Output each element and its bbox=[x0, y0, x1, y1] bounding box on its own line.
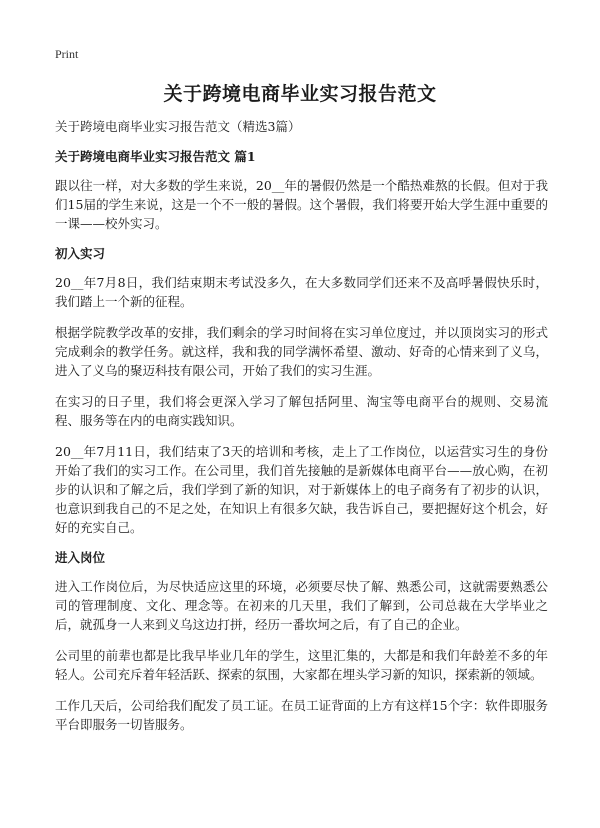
intro-paragraph: 跟以往一样，对大多数的学生来说，20__年的暑假仍然是一个酷热难熬的长假。但对于我们15届的学生来说，这是一个不一般的暑假。这个暑假，我们将要开始大学生涯中重要的一课——校外实习。 bbox=[55, 178, 548, 231]
paragraph: 公司里的前辈也都是比我早毕业几年的学生，这里汇集的，大都是和我们年龄差不多的年轻人。公司充斥着年轻活跃、探索的氛围，大家都在埋头学习新的知识，探索新的领域。 bbox=[55, 648, 548, 682]
section-heading-entering-position: 进入岗位 bbox=[55, 550, 106, 565]
section-heading-internship-start: 初入实习 bbox=[55, 246, 106, 261]
paragraph: 进入工作岗位后，为尽快适应这里的环境，必须要尽快了解、熟悉公司，这就需要熟悉公司的管理制度、文化、理念等。在初来的几天里，我们了解到，公司总裁在大学毕业之后，就孤身一人来到义乌这边打拼，经历一番坎坷之后，有了自己的企业。 bbox=[55, 579, 548, 632]
paragraph: 根据学院教学改革的安排，我们剩余的学习时间将在实习单位度过，并以顶岗实习的形式完成剩余的教学任务。就这样，我和我的同学满怀希望、激动、好奇的心情来到了义乌，进入了义乌的聚迈科技有限公司，开始了我们的实习生涯。 bbox=[55, 325, 548, 378]
paragraph: 20__年7月11日，我们结束了3天的培训和考核，走上了工作岗位，以运营实习生的身份开始了我们的实习工作。在公司里，我们首先接触的是新媒体电商平台——放心购，在初步的认识和了解之后，我们学到了新的知识，对于新媒体上的电子商务有了初步的认识，也意识到我自己的不足之处，在知识上有很多欠缺，我告诉自己，要把握好这个机会，好好的充实自己。 bbox=[55, 444, 548, 535]
document-title: 关于跨境电商毕业实习报告范文 bbox=[163, 83, 437, 105]
article-heading: 关于跨境电商毕业实习报告范文 篇1 bbox=[55, 149, 256, 164]
document-subtitle: 关于跨境电商毕业实习报告范文（精选3篇） bbox=[55, 119, 301, 134]
document-body bbox=[55, 118, 548, 746]
paragraph: 20__年7月8日，我们结束期末考试没多久，在大多数同学们还来不及高呼暑假快乐时，我们踏上一个新的征程。 bbox=[55, 275, 548, 309]
paragraph: 工作几天后，公司给我们配发了员工证。在员工证背面的上方有这样15个字：软件即服务平台即服务一切皆服务。 bbox=[55, 698, 548, 732]
print-link[interactable]: Print bbox=[55, 47, 79, 61]
paragraph: 在实习的日子里，我们将会更深入学习了解包括阿里、淘宝等电商平台的规则、交易流程、服务等在内的电商实践知识。 bbox=[55, 394, 548, 428]
